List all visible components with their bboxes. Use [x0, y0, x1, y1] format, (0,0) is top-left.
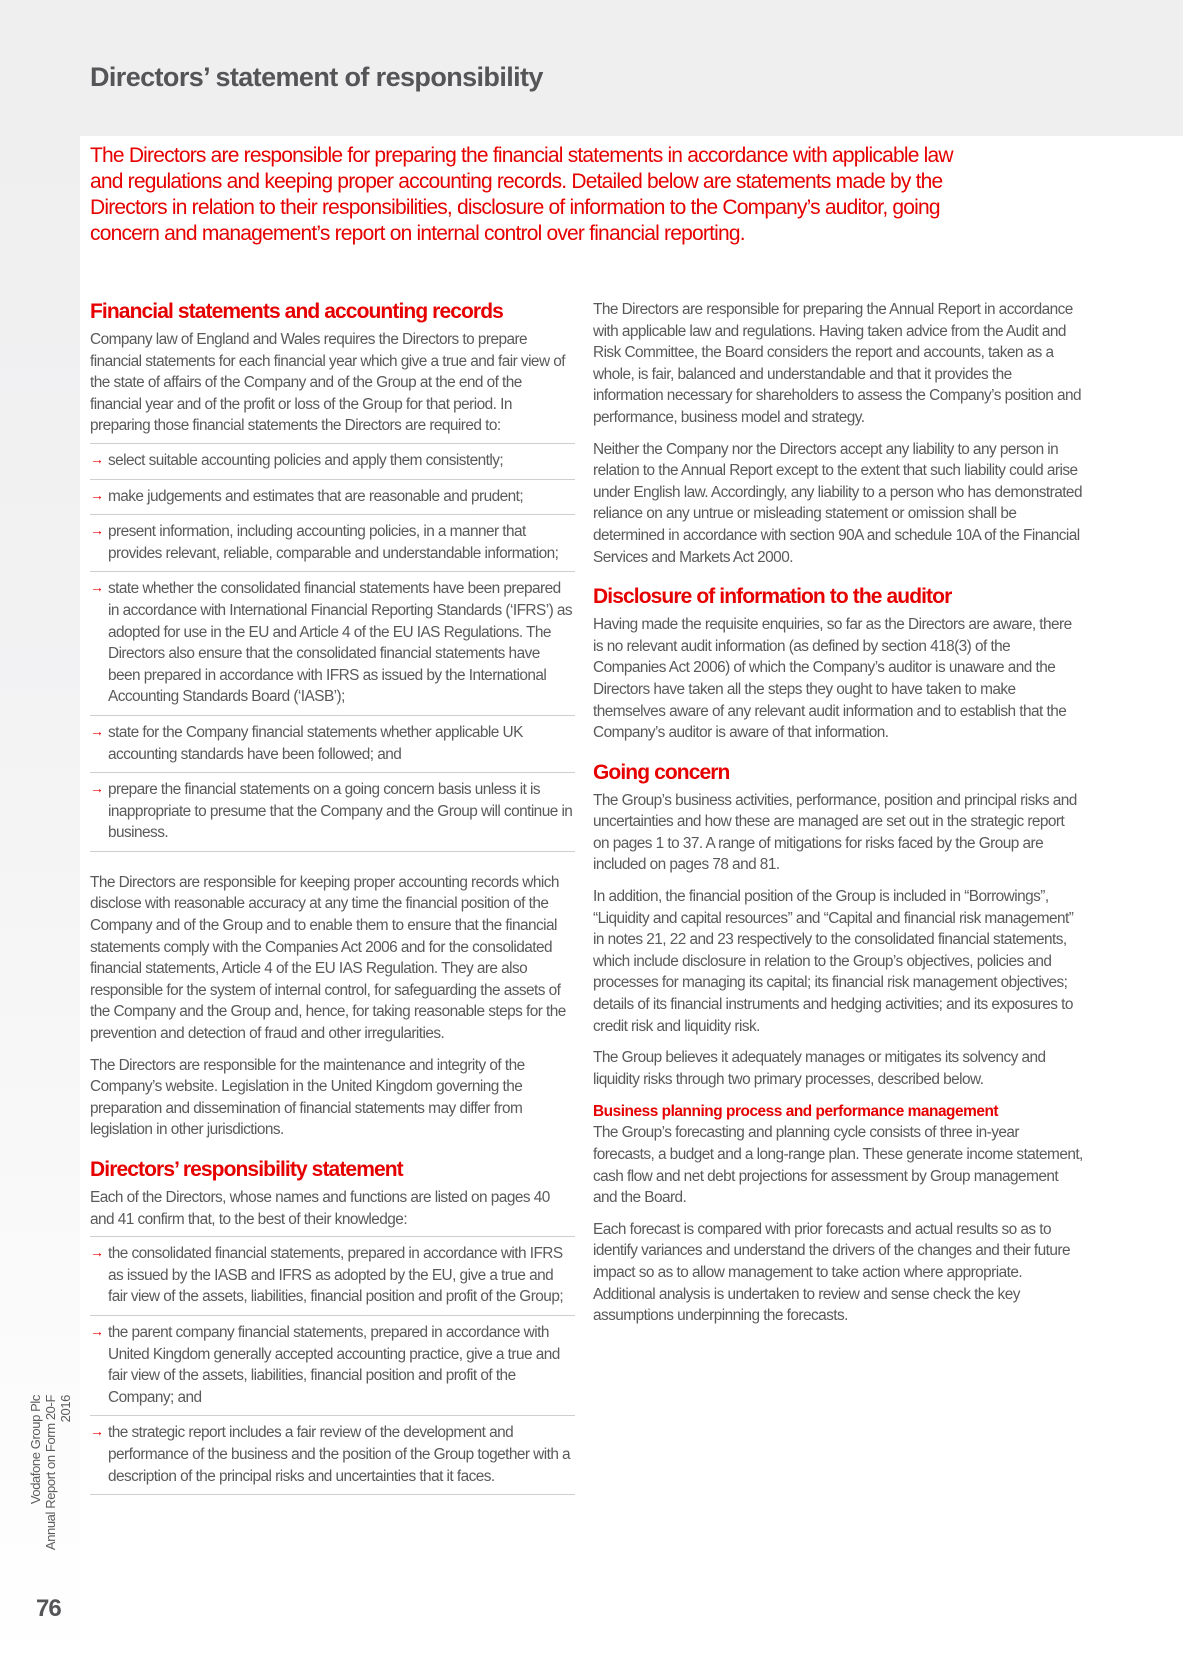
arrow-right-icon: → — [90, 722, 104, 739]
section-heading: Financial statements and accounting records — [90, 300, 503, 323]
footer-report-title — [28, 1395, 78, 1575]
paragraph: The Group’s forecasting and planning cycle consists of three in-year forecasts, a budget and a long-range plan. These generate income statement, cash flow and net debt projections for assessment by Group management and the Board. — [593, 1124, 1083, 1207]
subsection-heading: Business planning process and performance management — [593, 1103, 999, 1121]
footer-company: Vodafone Group Plc — [28, 1395, 43, 1505]
right-column — [593, 299, 1083, 1337]
section-going-concern — [593, 760, 1083, 1091]
bullet-list — [90, 1236, 575, 1495]
section-heading: Disclosure of information to the auditor — [593, 585, 952, 609]
list-item: → state for the Company financial statements whether applicable UK accounting standards have been followed; and — [90, 716, 575, 773]
section-heading: Going concern — [593, 760, 730, 784]
arrow-right-icon: → — [90, 1244, 104, 1261]
paragraph: The Group’s business activities, performance, position and principal risks and uncertainties and how these are managed are set out in the strategic report on pages 1 to 37. A range of mitigations for risks faced by the Group are included on pages 78 and 81. — [593, 791, 1077, 874]
arrow-right-icon: → — [90, 486, 104, 503]
section-disclosure-auditor — [593, 584, 1083, 744]
section-heading: Directors’ responsibility statement — [90, 1158, 403, 1181]
paragraph: The Group believes it adequately manages or mitigates its solvency and liquidity risks through two primary processes, described below. — [593, 1049, 1046, 1088]
paragraph: Neither the Company nor the Directors accept any liability to any person in relation to the Annual Report except to the extent that such liability could arise under English law. Accordingly, any liability to a person who has demonstrated reliance on any untrue or misleading statement or omission shall be determined in accordance with section 90A and schedule 10A of the Financial Services and Markets Act 2000. — [593, 440, 1082, 566]
arrow-right-icon: → — [90, 1322, 104, 1339]
arrow-right-icon: → — [90, 780, 104, 797]
arrow-right-icon: → — [90, 450, 104, 467]
paragraph: Each of the Directors, whose names and functions are listed on pages 40 and 41 confirm that, to the best of their knowledge: — [90, 1189, 550, 1228]
paragraph: Having made the requisite enquiries, so far as the Directors are aware, there is no relevant audit information (as defined by section 418(3) of the Companies Act 2006) of which the Company’s auditor is unaware and the Directors have taken all the steps they ought to have taken to make themselves aware of any relevant audit information and to establish that the Company’s auditor is aware of that information. — [593, 616, 1072, 742]
section-financial-statements — [90, 299, 575, 1141]
list-item: → the parent company financial statements, prepared in accordance with United Kingdom generally accepted accounting practice, give a true and fair view of the assets, liabilities, financial position and profit of the Company; and — [90, 1316, 575, 1416]
section-responsibility-statement — [90, 1157, 575, 1495]
paragraph: The Directors are responsible for keeping proper accounting records which disclose with reasonable accuracy at any time the financial position of the Company and of the Group and to enable them to ensure that the financial statements comply with the Companies Act 2006 and for the consolidated financial statements, Article 4 of the EU IAS Regulation. They are also responsible for the system of internal control, for safeguarding the assets of the Company and the Group and, hence, for taking reasonable steps for the prevention and detection of fraud and other irregularities. — [90, 873, 566, 1043]
paragraph: Each forecast is compared with prior forecasts and actual results so as to identify variances and understand the drivers of the changes and their future impact so as to allow management to take action where appropriate. Additional analysis is undertaken to review and sense check the key assumptions underpinning the forecasts. — [593, 1220, 1070, 1325]
footer-report: Annual Report on Form 20-F 2016 — [43, 1395, 73, 1551]
arrow-right-icon: → — [90, 522, 104, 539]
left-column — [90, 299, 575, 1515]
list-item: → present information, including accounting policies, in a manner that provides relevant, reliable, comparable and understandable information; — [90, 515, 575, 572]
intro-paragraph: The Directors are responsible for preparing the financial statements in accordance with applicable law and regulations and keeping proper accounting records. Detailed below are statements made by the Directors in relation to their responsibilities, disclosure of information to the Company’s auditor, going concern and management’s report on internal control over financial reporting. — [90, 144, 953, 245]
list-item: → state whether the consolidated financial statements have been prepared in accordance with International Financial Reporting Standards (‘IFRS’) as adopted for use in the EU and Article 4 of the EU IAS Regulations. The Directors also ensure that the consolidated financial statements have been prepared in accordance with IFRS as issued by the International Accounting Standards Board (‘IASB’); — [90, 572, 575, 716]
arrow-right-icon: → — [90, 579, 104, 596]
section-business-planning — [593, 1102, 1083, 1326]
list-item: → the consolidated financial statements, prepared in accordance with IFRS as issued by the IASB and IFRS as adopted by the EU, give a true and fair view of the assets, liabilities, financial position and profit of the Group; — [90, 1237, 575, 1316]
paragraph: Company law of England and Wales requires the Directors to prepare financial statements for each financial year which give a true and fair view of the state of affairs of the Company and of the Group at the end of the financial year and of the profit or loss of the Group for that period. In preparing those financial statements the Directors are required to: — [90, 331, 565, 435]
paragraph: In addition, the financial position of the Group is included in “Borrowings”, “Liquidity and capital resources” and “Capital and financial risk management” in notes 21, 22 and 23 respectively to the consolidated financial statements, which include disclosure in relation to the Group’s objectives, policies and processes for managing its capital; its financial risk management objectives; details of its financial instruments and hedging activities; and its exposures to credit risk and liquidity risk. — [593, 888, 1074, 1035]
page-number: 76 — [36, 1595, 61, 1622]
list-item: → select suitable accounting policies and apply them consistently; — [90, 444, 575, 480]
paragraph: The Directors are responsible for the maintenance and integrity of the Company’s website. Legislation in the United Kingdom governing the preparation and dissemination of financial statements may differ from legislation in other jurisdictions. — [90, 1056, 525, 1139]
list-item: → prepare the financial statements on a going concern basis unless it is inappropriate to presume that the Company and the Group will continue in business. — [90, 773, 575, 852]
page-title: Directors’ statement of responsibility — [90, 62, 543, 92]
list-item: → make judgements and estimates that are reasonable and prudent; — [90, 480, 575, 516]
arrow-right-icon: → — [90, 1423, 104, 1440]
paragraph: The Directors are responsible for preparing the Annual Report in accordance with applicable law and regulations. Having taken advice from the Audit and Risk Committee, the Board considers the report and accounts, taken as a whole, is fair, balanced and understandable and that it provides the information necessary for shareholders to assess the Company’s position and performance, business model and strategy. — [593, 301, 1082, 426]
list-item: → the strategic report includes a fair review of the development and performance of the business and the position of the Group together with a description of the principal risks and uncertainties that it faces. — [90, 1416, 575, 1495]
bullet-list — [90, 443, 575, 852]
